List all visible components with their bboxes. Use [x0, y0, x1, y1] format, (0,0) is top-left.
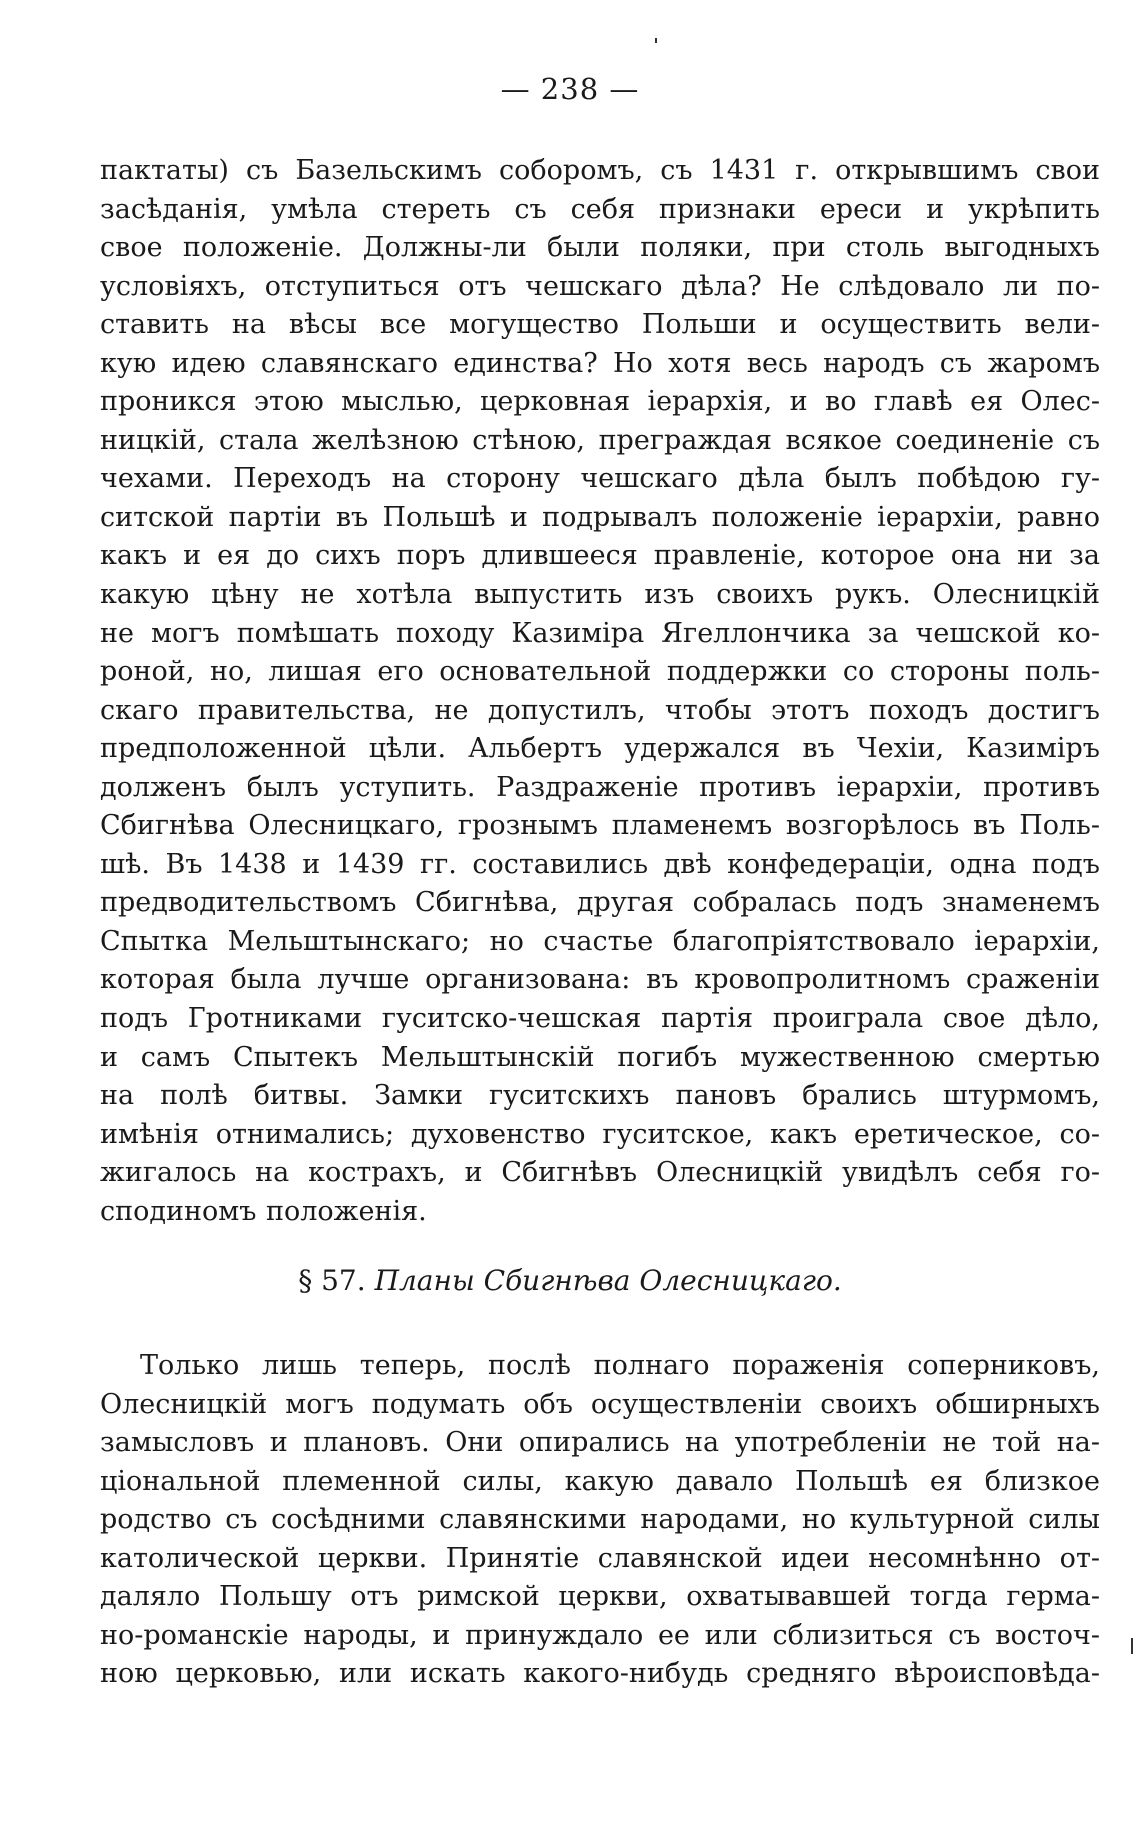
text-line: сподиномъ положенія. [100, 1195, 427, 1227]
section-title: Планы Сбигнѣва Олесницкаго. [374, 1264, 842, 1297]
text-line: но-романскіе народы, и принуждало ее или сблизиться съ восточ- [100, 1619, 1100, 1651]
text-line: которая была лучше организована: въ кровопролитномъ сраженіи [100, 964, 1100, 996]
text-line: роной, но, лишая его основательной поддержки со стороны поль- [100, 656, 1100, 688]
text-line: ситской партіи въ Польшѣ и подрывалъ положеніе іерархіи, равно [100, 501, 1100, 533]
text-line: не могъ помѣшать походу Казиміра Ягеллончика за чешской ко- [100, 617, 1100, 649]
text-line: ціональной племенной силы, какую давало Польшѣ ея близкое [100, 1465, 1100, 1497]
text-line: жигалось на кострахъ, и Сбигнѣвъ Олесницкій увидѣлъ себя го- [100, 1157, 1100, 1189]
text-line: кую идею славянскаго единства? Но хотя весь народъ съ жаромъ [100, 347, 1100, 379]
text-line: ною церковью, или искать какого-нибудь средняго вѣроисповѣда- [100, 1658, 1100, 1690]
text-line: шѣ. Въ 1438 и 1439 гг. составились двѣ конфедераціи, одна подъ [100, 848, 1100, 880]
text-line: на полѣ битвы. Замки гуситскихъ пановъ брались штурмомъ, [100, 1080, 1100, 1112]
text-line: засѣданія, умѣла стереть съ себя признаки ереси и укрѣпить [100, 193, 1100, 225]
scan-speck [1131, 1638, 1133, 1654]
text-line: свое положеніе. Должны-ли были поляки, при столь выгодныхъ [100, 232, 1100, 264]
text-line: условіяхъ, отступиться отъ чешскаго дѣла? Не слѣдовало ли по- [100, 270, 1100, 302]
paragraph-2 [100, 1347, 1100, 1694]
text-line: какую цѣну не хотѣла выпустить изъ своихъ рукъ. Олесницкій [100, 579, 1100, 611]
text-line: Только лишь теперь, послѣ полнаго пораженія соперниковъ, [140, 1350, 1100, 1381]
text-line: долженъ былъ уступить. Раздраженіе противъ іерархіи, противъ [100, 771, 1100, 803]
text-line: чехами. Переходъ на сторону чешскаго дѣла былъ побѣдою гу- [100, 463, 1100, 495]
text-line: даляло Польшу отъ римской церкви, охватывавшей тогда герма- [100, 1581, 1100, 1613]
text-line: пактаты) съ Базельскимъ соборомъ, съ 1431 г. открывшимъ свои [100, 155, 1100, 186]
text-line: ставить на вѣсы все могущество Польши и осуществить вели- [100, 309, 1100, 341]
text-line: Сбигнѣва Олесницкаго, грознымъ пламенемъ возгорѣлось въ Поль- [100, 810, 1100, 842]
text-line: какъ и ея до сихъ поръ длившееся правленіе, которое она ни за [100, 540, 1100, 572]
text-line: подъ Гротниками гуситско-чешская партія проиграла свое дѣло, [100, 1003, 1100, 1035]
section-number: § 57. [298, 1264, 366, 1297]
scan-speck [655, 38, 657, 43]
section-heading [0, 1264, 1140, 1297]
text-line: скаго правительства, не допустилъ, чтобы этотъ походъ достигъ [100, 694, 1100, 726]
paragraph-1 [100, 152, 1100, 1231]
text-line: родство съ сосѣдними славянскими народами, но культурной силы [100, 1504, 1100, 1536]
text-line: замысловъ и плановъ. Они опирались на употребленіи не той на- [100, 1427, 1100, 1459]
text-line: католической церкви. Принятіе славянской идеи несомнѣнно от- [100, 1542, 1100, 1574]
text-line: имѣнія отнимались; духовенство гуситское, какъ еретическое, со- [100, 1118, 1100, 1150]
text-line: и самъ Спытекъ Мельштынскій погибъ мужественною смертью [100, 1041, 1100, 1073]
text-line: проникся этою мыслью, церковная іерархія, и во главѣ ея Олес- [100, 386, 1100, 418]
text-line: предположенной цѣли. Альбертъ удержался въ Чехіи, Казиміръ [100, 733, 1100, 765]
text-line: ницкій, стала желѣзною стѣною, преграждая всякое соединеніе съ [100, 424, 1100, 456]
text-line: Спытка Мельштынскаго; но счастье благопріятствовало іерархіи, [100, 925, 1100, 957]
page-number: — 238 — [500, 72, 640, 106]
text-line: предводительствомъ Сбигнѣва, другая собралась подъ знаменемъ [100, 887, 1100, 919]
text-line: Олесницкій могъ подумать объ осуществленіи своихъ обширныхъ [100, 1388, 1100, 1420]
